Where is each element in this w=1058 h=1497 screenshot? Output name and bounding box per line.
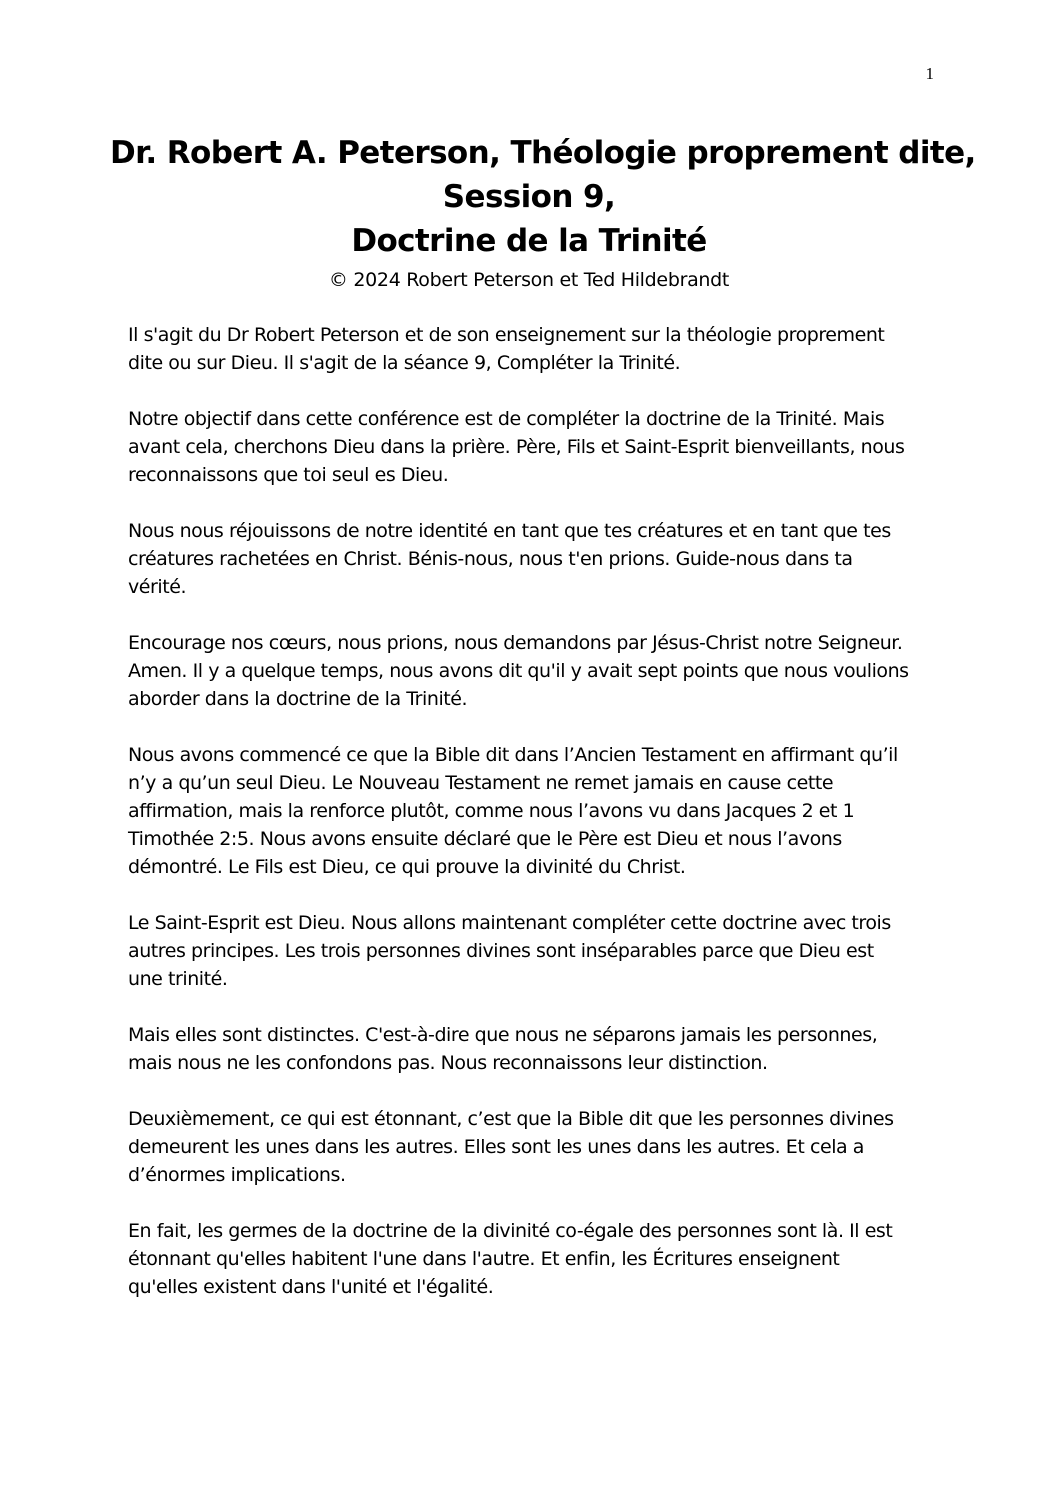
- paragraph-line: autres principes. Les trois personnes divines sont inséparables parce que Dieu est: [128, 940, 874, 962]
- paragraph-line: dite ou sur Dieu. Il s'agit de la séance 9, Compléter la Trinité.: [128, 352, 681, 374]
- paragraph-line: mais nous ne les confondons pas. Nous reconnaissons leur distinction.: [128, 1052, 768, 1074]
- paragraph-line: Amen. Il y a quelque temps, nous avons dit qu'il y avait sept points que nous voulions: [128, 660, 909, 682]
- paragraph-line: Le Saint-Esprit est Dieu. Nous allons maintenant compléter cette doctrine avec trois: [128, 912, 891, 934]
- paragraph: [128, 741, 934, 881]
- paragraph-line: démontré. Le Fils est Dieu, ce qui prouve la divinité du Christ.: [128, 856, 686, 878]
- paragraph-line: étonnant qu'elles habitent l'une dans l'autre. Et enfin, les Écritures enseignent: [128, 1248, 840, 1270]
- paragraph-line: Deuxièmement, ce qui est étonnant, c’est que la Bible dit que les personnes divines: [128, 1108, 894, 1130]
- paragraph-line: n’y a qu’un seul Dieu. Le Nouveau Testament ne remet jamais en cause cette: [128, 772, 834, 794]
- page-number: 1: [925, 64, 934, 83]
- paragraph: [128, 517, 934, 601]
- paragraph-line: demeurent les unes dans les autres. Elles sont les unes dans les autres. Et cela a: [128, 1136, 864, 1158]
- paragraph-line: affirmation, mais la renforce plutôt, comme nous l’avons vu dans Jacques 2 et 1: [128, 800, 855, 822]
- paragraph-line: qu'elles existent dans l'unité et l'égalité.: [128, 1276, 494, 1298]
- paragraph: [128, 909, 934, 993]
- paragraph-line: vérité.: [128, 576, 187, 598]
- paragraph-line: Il s'agit du Dr Robert Peterson et de son enseignement sur la théologie proprement: [128, 324, 885, 346]
- paragraph: [128, 405, 934, 489]
- copyright-notice: © 2024 Robert Peterson et Ted Hildebrandt: [328, 269, 730, 291]
- document-body: [128, 321, 934, 1329]
- title-line: Dr. Robert A. Peterson, Théologie proprement dite,: [110, 135, 976, 171]
- paragraph-line: En fait, les germes de la doctrine de la divinité co-égale des personnes sont là. Il est: [128, 1220, 893, 1242]
- paragraph-line: avant cela, cherchons Dieu dans la prière. Père, Fils et Saint-Esprit bienveillants, nous: [128, 436, 905, 458]
- paragraph-line: Encourage nos cœurs, nous prions, nous demandons par Jésus-Christ notre Seigneur.: [128, 632, 903, 654]
- paragraph: [128, 321, 934, 377]
- paragraph-line: d’énormes implications.: [128, 1164, 346, 1186]
- paragraph-line: Nous nous réjouissons de notre identité en tant que tes créatures et en tant que tes: [128, 520, 891, 542]
- paragraph-line: une trinité.: [128, 968, 228, 990]
- paragraph-line: Timothée 2:5. Nous avons ensuite déclaré que le Père est Dieu et nous l’avons: [128, 828, 842, 850]
- paragraph-line: Nous avons commencé ce que la Bible dit dans l’Ancien Testament en affirmant qu’il: [128, 744, 898, 766]
- paragraph-line: Notre objectif dans cette conférence est de compléter la doctrine de la Trinité. Mais: [128, 408, 885, 430]
- paragraph: [128, 629, 934, 713]
- paragraph: [128, 1021, 934, 1077]
- title-block: [110, 131, 976, 293]
- paragraph-line: aborder dans la doctrine de la Trinité.: [128, 688, 468, 710]
- paragraph-line: créatures rachetées en Christ. Bénis-nous, nous t'en prions. Guide-nous dans ta: [128, 548, 853, 570]
- paragraph: [128, 1217, 934, 1301]
- title-line: Session 9,: [442, 179, 616, 215]
- title-line: Doctrine de la Trinité: [351, 223, 707, 259]
- paragraph: [128, 1105, 934, 1189]
- paragraph-line: Mais elles sont distinctes. C'est-à-dire que nous ne séparons jamais les personnes,: [128, 1024, 878, 1046]
- paragraph-line: reconnaissons que toi seul es Dieu.: [128, 464, 449, 486]
